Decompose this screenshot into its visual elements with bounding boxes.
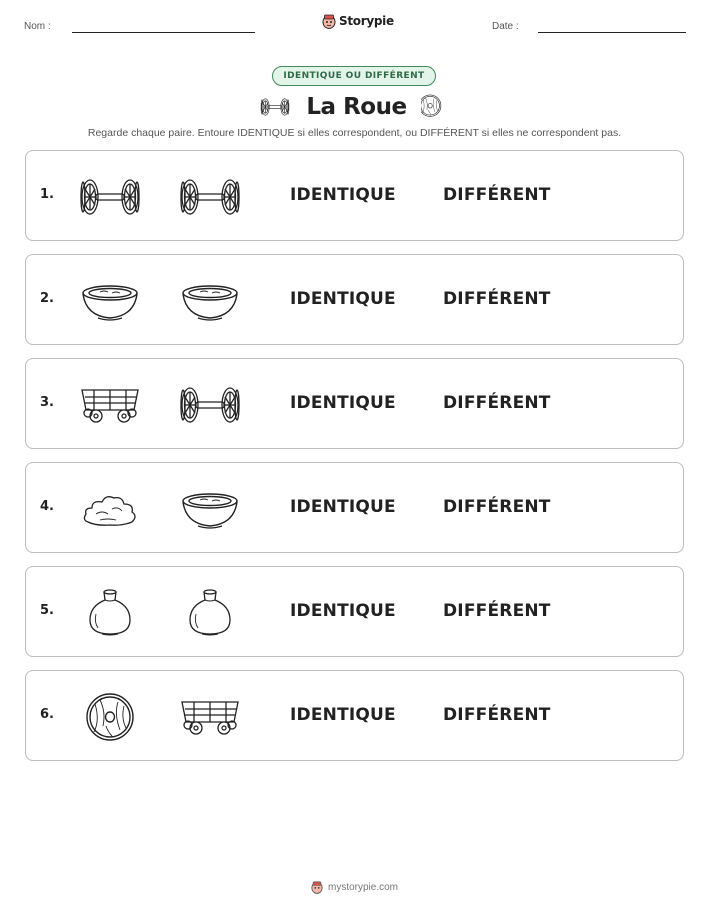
exercise-row — [25, 670, 684, 761]
exercise-row — [25, 150, 684, 241]
wooden-wheel-icon — [78, 692, 142, 742]
date-line[interactable] — [538, 32, 686, 33]
axle-wheels-icon — [178, 380, 242, 430]
row-number: 6. — [40, 707, 54, 722]
exercise-row — [25, 462, 684, 553]
option-different[interactable]: DIFFÉRENT — [443, 497, 551, 517]
axle-wheels-icon — [258, 95, 292, 119]
option-identique[interactable]: IDENTIQUE — [290, 601, 396, 621]
wooden-wheel-icon — [421, 92, 451, 122]
footer-url[interactable]: mystorypie.com — [327, 881, 398, 893]
axle-wheels-icon — [178, 172, 242, 222]
row-number: 3. — [40, 395, 54, 410]
title-row — [0, 92, 709, 122]
instructions: Regarde chaque paire. Entoure IDENTIQUE si elles correspondent, ou DIFFÉRENT si elles ne correspondent pas. — [87, 127, 622, 139]
storypie-mascot-icon — [311, 880, 323, 894]
option-different[interactable]: DIFFÉRENT — [443, 185, 551, 205]
footer — [0, 880, 709, 894]
option-different[interactable]: DIFFÉRENT — [443, 601, 551, 621]
axle-wheels-icon — [78, 172, 142, 222]
option-identique[interactable]: IDENTIQUE — [290, 497, 396, 517]
date-label: Date : — [492, 21, 519, 32]
row-number: 5. — [40, 603, 54, 618]
vase-icon — [178, 588, 242, 638]
option-different[interactable]: DIFFÉRENT — [443, 393, 551, 413]
exercise-row — [25, 566, 684, 657]
row-number: 2. — [40, 291, 54, 306]
clay-lump-icon — [78, 484, 142, 534]
row-number: 4. — [40, 499, 54, 514]
exercise-row — [25, 254, 684, 345]
option-identique[interactable]: IDENTIQUE — [290, 705, 396, 725]
storypie-mascot-icon — [322, 13, 336, 29]
cart-icon — [178, 692, 242, 742]
row-number: 1. — [40, 187, 54, 202]
option-identique[interactable]: IDENTIQUE — [290, 185, 396, 205]
exercise-row — [25, 358, 684, 449]
name-label: Nom : — [24, 21, 51, 32]
bowl-icon — [178, 276, 242, 326]
name-line[interactable] — [72, 32, 255, 33]
bowl-icon — [78, 276, 142, 326]
bowl-icon — [178, 484, 242, 534]
option-identique[interactable]: IDENTIQUE — [290, 289, 396, 309]
option-different[interactable]: DIFFÉRENT — [443, 289, 551, 309]
brand-logo — [322, 13, 394, 29]
option-identique[interactable]: IDENTIQUE — [290, 393, 396, 413]
vase-icon — [78, 588, 142, 638]
worksheet-type-badge: IDENTIQUE OU DIFFÉRENT — [272, 66, 436, 86]
brand-name: Storypie — [339, 14, 394, 28]
cart-icon — [78, 380, 142, 430]
option-different[interactable]: DIFFÉRENT — [443, 705, 551, 725]
page-title: La Roue — [306, 94, 407, 120]
